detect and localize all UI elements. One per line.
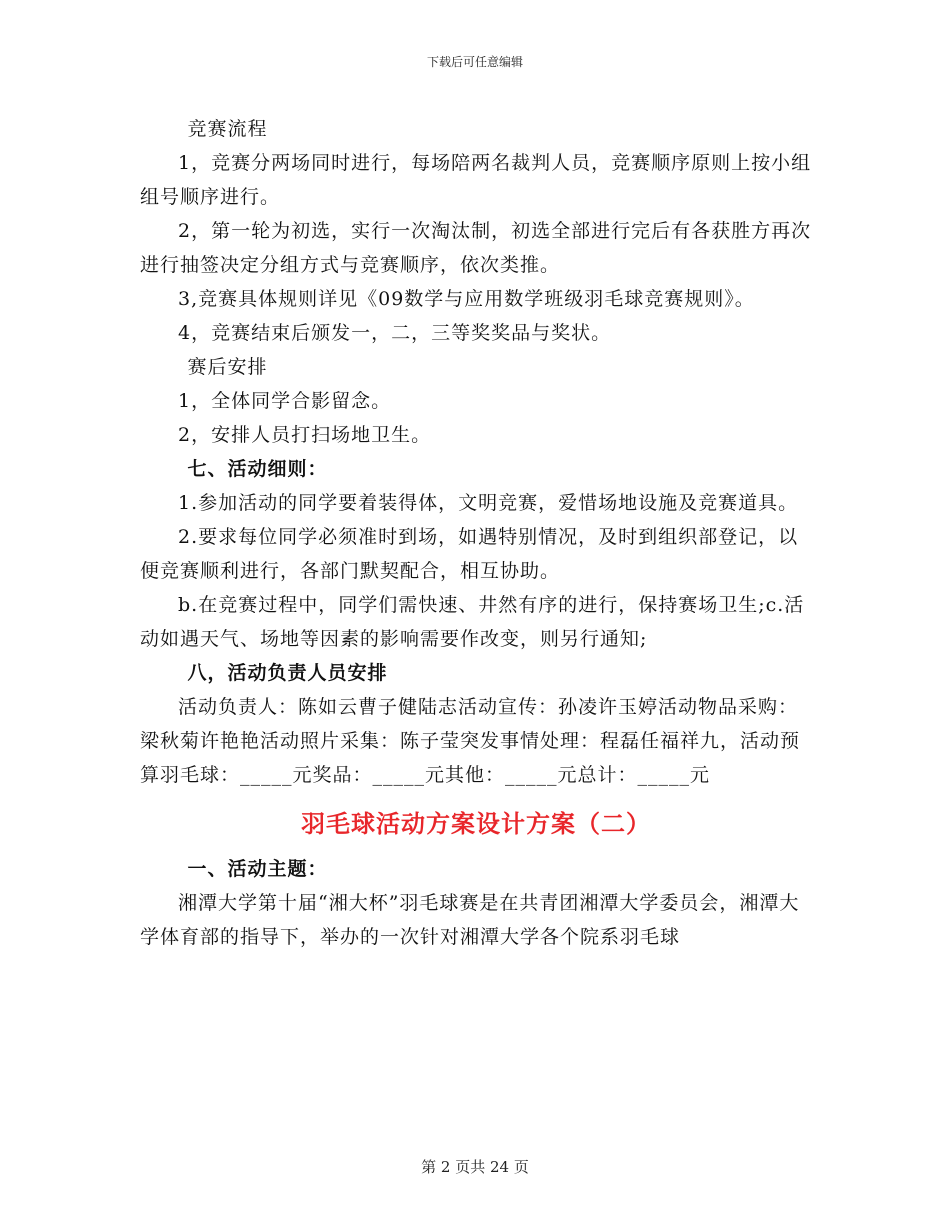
paragraph-process-3: 3,竞赛具体规则详见《09数学与应用数学班级羽毛球竞赛规则》。 xyxy=(178,288,755,310)
paragraph-process-2: 2，第一轮为初选，实行一次淘汰制，初选全部进行完后有各获胜方再次进行抽签决定分组方式与竞赛顺序，依次类推。 xyxy=(140,220,812,276)
page-header: 下载后可任意编辑 xyxy=(426,55,523,69)
heading-activity-theme: 一、活动主题： xyxy=(187,858,328,880)
paragraph-process-4: 4，竞赛结束后颁发一，二，三等奖奖品与奖状。 xyxy=(178,322,612,344)
heading-competition-process: 竞赛流程 xyxy=(187,118,268,140)
paragraph-post-1: 1，全体同学合影留念。 xyxy=(178,390,392,412)
heading-activity-rules: 七、活动细则： xyxy=(187,458,328,480)
paragraph-rule-1: 1.参加活动的同学要着装得体，文明竞赛，爱惜场地设施及竞赛道具。 xyxy=(178,492,799,514)
paragraph-theme: 湘潭大学第十届“湘大杯”羽毛球赛是在共青团湘潭大学委员会，湘潭大学体育部的指导下，举办的一次针对湘潭大学各个院系羽毛球 xyxy=(140,892,800,948)
section-title: 羽毛球活动方案设计方案（二） xyxy=(301,810,651,838)
heading-post-competition: 赛后安排 xyxy=(187,356,268,378)
paragraph-post-2: 2，安排人员打扫场地卫生。 xyxy=(178,424,432,446)
paragraph-process-1: 1，竞赛分两场同时进行，每场陪两名裁判人员，竞赛顺序原则上按小组组号顺序进行。 xyxy=(140,152,812,208)
paragraph-staff: 活动负责人：陈如云曹子健陆志活动宣传：孙凌许玉婷活动物品采购：梁秋菊许艳艳活动照片采集：陈子莹突发事情处理：程磊任福祥九，活动预算羽毛球：_____元奖品：_____元其他：_____元总计：_____元 xyxy=(140,696,801,786)
page-footer: 第 2 页共 24 页 xyxy=(421,1158,529,1176)
document-body xyxy=(140,112,812,954)
paragraph-rule-bc: b.在竞赛过程中，同学们需快速、井然有序的进行，保持赛场卫生;c.活动如遇天气、场地等因素的影响需要作改变，则另行通知; xyxy=(140,594,805,650)
paragraph-rule-2: 2.要求每位同学必须准时到场，如遇特别情况，及时到组织部登记，以便竞赛顺利进行，各部门默契配合，相互协助。 xyxy=(140,526,799,582)
heading-staff-arrangement: 八，活动负责人员安排 xyxy=(187,662,388,684)
